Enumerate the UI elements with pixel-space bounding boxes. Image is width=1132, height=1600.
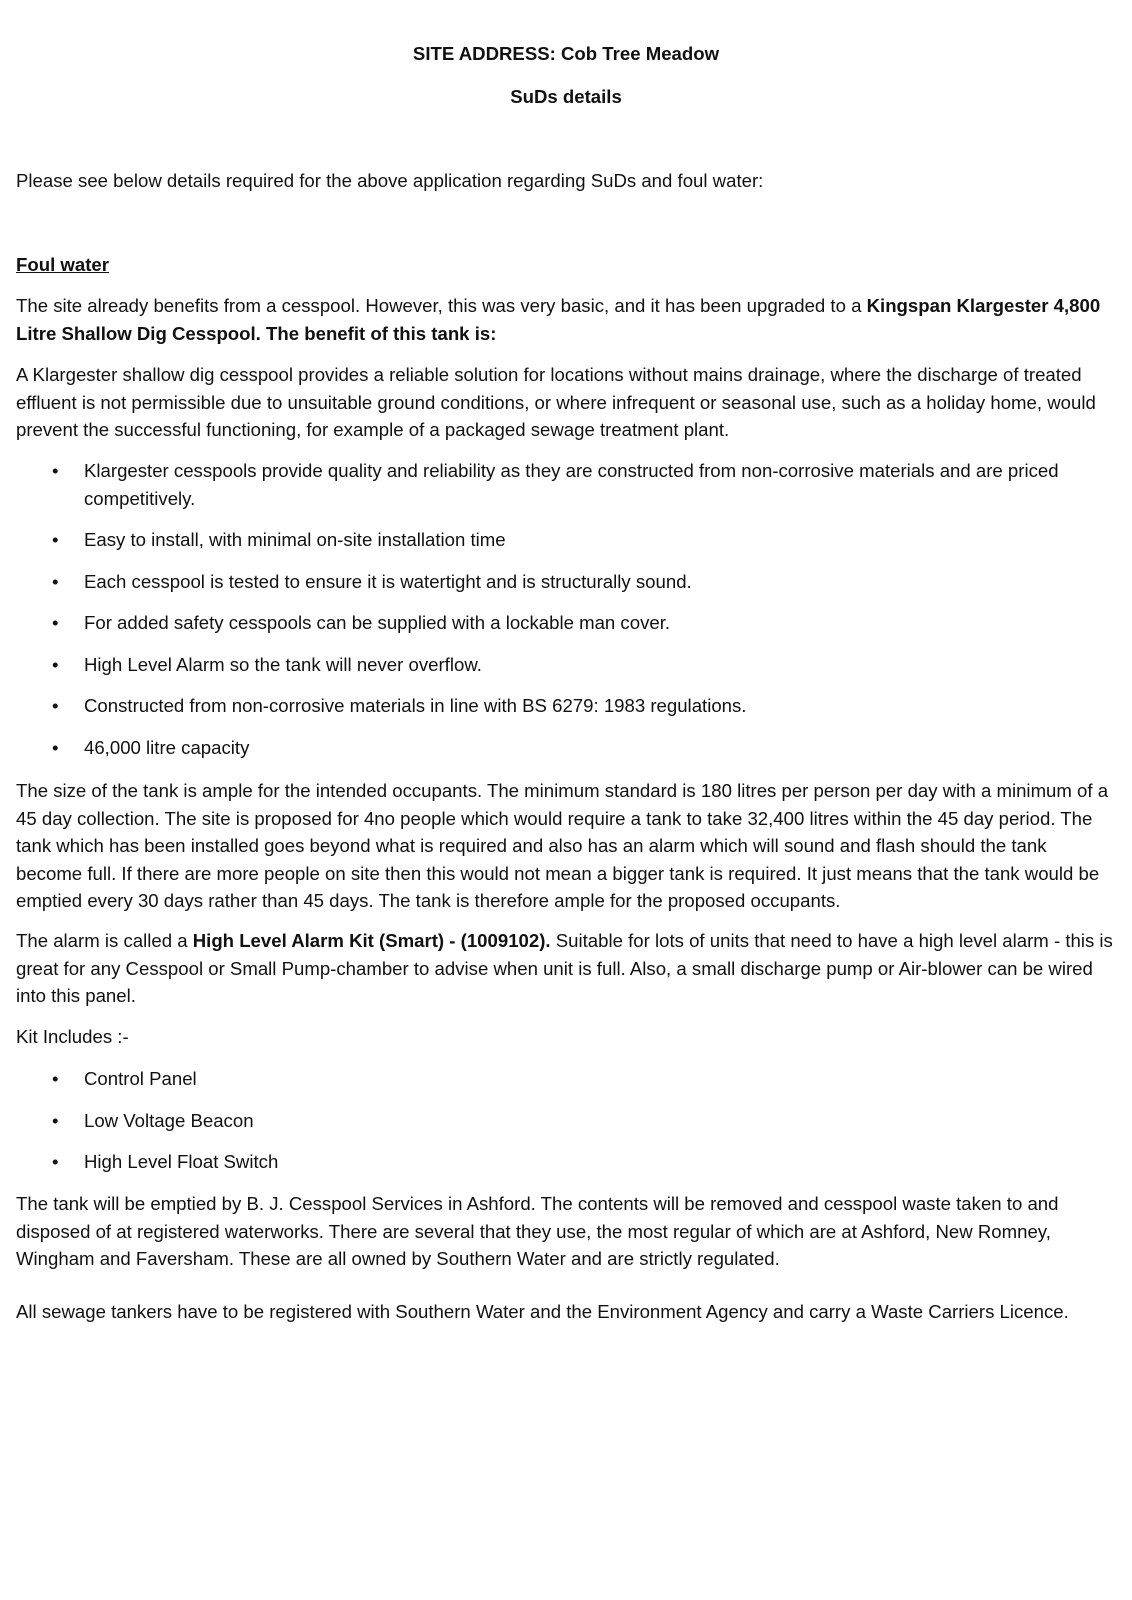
- list-item: [16, 1107, 1116, 1135]
- bullet-icon: •: [52, 529, 59, 550]
- emptying-paragraph: The tank will be emptied by B. J. Cesspool Services in Ashford. The contents will be removed and cesspool waste taken to and disposed of at registered waterworks. There are several that they use, the most regular of which are at Ashford, New Romney, Wingham and Faversham. These are all owned by Southern Water and are strictly regulated.: [16, 1193, 1059, 1269]
- kit-item-text: High Level Float Switch: [84, 1151, 279, 1172]
- tank-size-paragraph: The size of the tank is ample for the intended occupants. The minimum standard is 180 litres per person per day with a minimum of a 45 day collection. The site is proposed for 4no people which would require a tank to take 32,400 litres within the 45 day period. The tank which has been installed goes beyond what is required and also has an alarm which will sound and flash should the tank become full. If there are more people on site then this would not mean a bigger tank is required. It just means that the tank would be emptied every 30 days rather than 45 days. The tank is therefore ample for the proposed occupants.: [16, 780, 1109, 911]
- bullet-icon: •: [52, 1151, 59, 1172]
- list-item: [16, 457, 1116, 512]
- benefit-text: Constructed from non-corrosive materials in line with BS 6279: 1983 regulations.: [84, 695, 747, 716]
- benefits-list: [16, 457, 1116, 761]
- bullet-icon: •: [52, 612, 59, 633]
- list-item: [16, 734, 1116, 762]
- cesspool-upgrade-paragraph: [16, 292, 1116, 347]
- upgrade-tank-name: Kingspan Klargester 4,800 Litre Shallow Dig Cesspool. The benefit of this tank is:: [16, 295, 1101, 344]
- list-item: [16, 692, 1116, 720]
- alarm-kit-name: High Level Alarm Kit (Smart) - (1009102).: [192, 930, 551, 951]
- list-item: [16, 651, 1116, 679]
- list-item: [16, 568, 1116, 596]
- site-address-heading: SITE ADDRESS: Cob Tree Meadow: [412, 43, 720, 64]
- bullet-icon: •: [52, 653, 59, 675]
- bullet-icon: •: [52, 1068, 59, 1089]
- kit-includes-label: Kit Includes :-: [16, 1026, 129, 1047]
- alarm-description-text: Suitable for lots of units that need to have a high level alarm - this is great for any Cesspool or Small Pump-chamber to advise when unit is full. Also, a small discharge pump or Air-blower can be wired into this panel.: [16, 930, 1113, 1006]
- list-item: [16, 609, 1116, 637]
- benefit-text: Each cesspool is tested to ensure it is watertight and is structurally sound.: [84, 570, 692, 592]
- kit-item-text: Low Voltage Beacon: [84, 1109, 254, 1131]
- list-item: [16, 526, 1116, 554]
- bullet-icon: •: [52, 736, 59, 758]
- tankers-registration-paragraph: All sewage tankers have to be registered with Southern Water and the Environment Agency and carry a Waste Carriers Licence.: [16, 1301, 1069, 1322]
- benefit-text: Easy to install, with minimal on-site installation time: [84, 529, 506, 550]
- suds-details-heading: SuDs details: [510, 86, 622, 107]
- benefit-text: Klargester cesspools provide quality and reliability as they are constructed from non-corrosive materials and are priced competitively.: [84, 460, 1059, 509]
- bullet-icon: •: [52, 1109, 59, 1131]
- kit-item-text: Control Panel: [84, 1068, 197, 1089]
- klargester-description-paragraph: A Klargester shallow dig cesspool provides a reliable solution for locations without mains drainage, where the discharge of treated effluent is not permissible due to unsuitable ground conditions, or where infrequent or seasonal use, such as a holiday home, would prevent the successful functioning, for example of a packaged sewage treatment plant.: [16, 364, 1096, 440]
- bullet-icon: •: [52, 570, 59, 592]
- intro-paragraph: Please see below details required for the above application regarding SuDs and foul water:: [16, 170, 764, 191]
- upgrade-text: The site already benefits from a cesspool. However, this was very basic, and it has been upgraded to a: [16, 295, 867, 316]
- alarm-intro-text: The alarm is called a: [16, 930, 193, 951]
- kit-items-list: [16, 1065, 1116, 1176]
- list-item: [16, 1065, 1116, 1093]
- alarm-paragraph: [16, 927, 1116, 1010]
- benefit-text: High Level Alarm so the tank will never overflow.: [84, 653, 482, 675]
- list-item: [16, 1148, 1116, 1176]
- benefit-text: 46,000 litre capacity: [84, 736, 250, 758]
- bullet-icon: •: [52, 460, 59, 481]
- bullet-icon: •: [52, 695, 59, 716]
- benefit-text: For added safety cesspools can be supplied with a lockable man cover.: [84, 612, 671, 633]
- foul-water-title: Foul water: [16, 254, 109, 275]
